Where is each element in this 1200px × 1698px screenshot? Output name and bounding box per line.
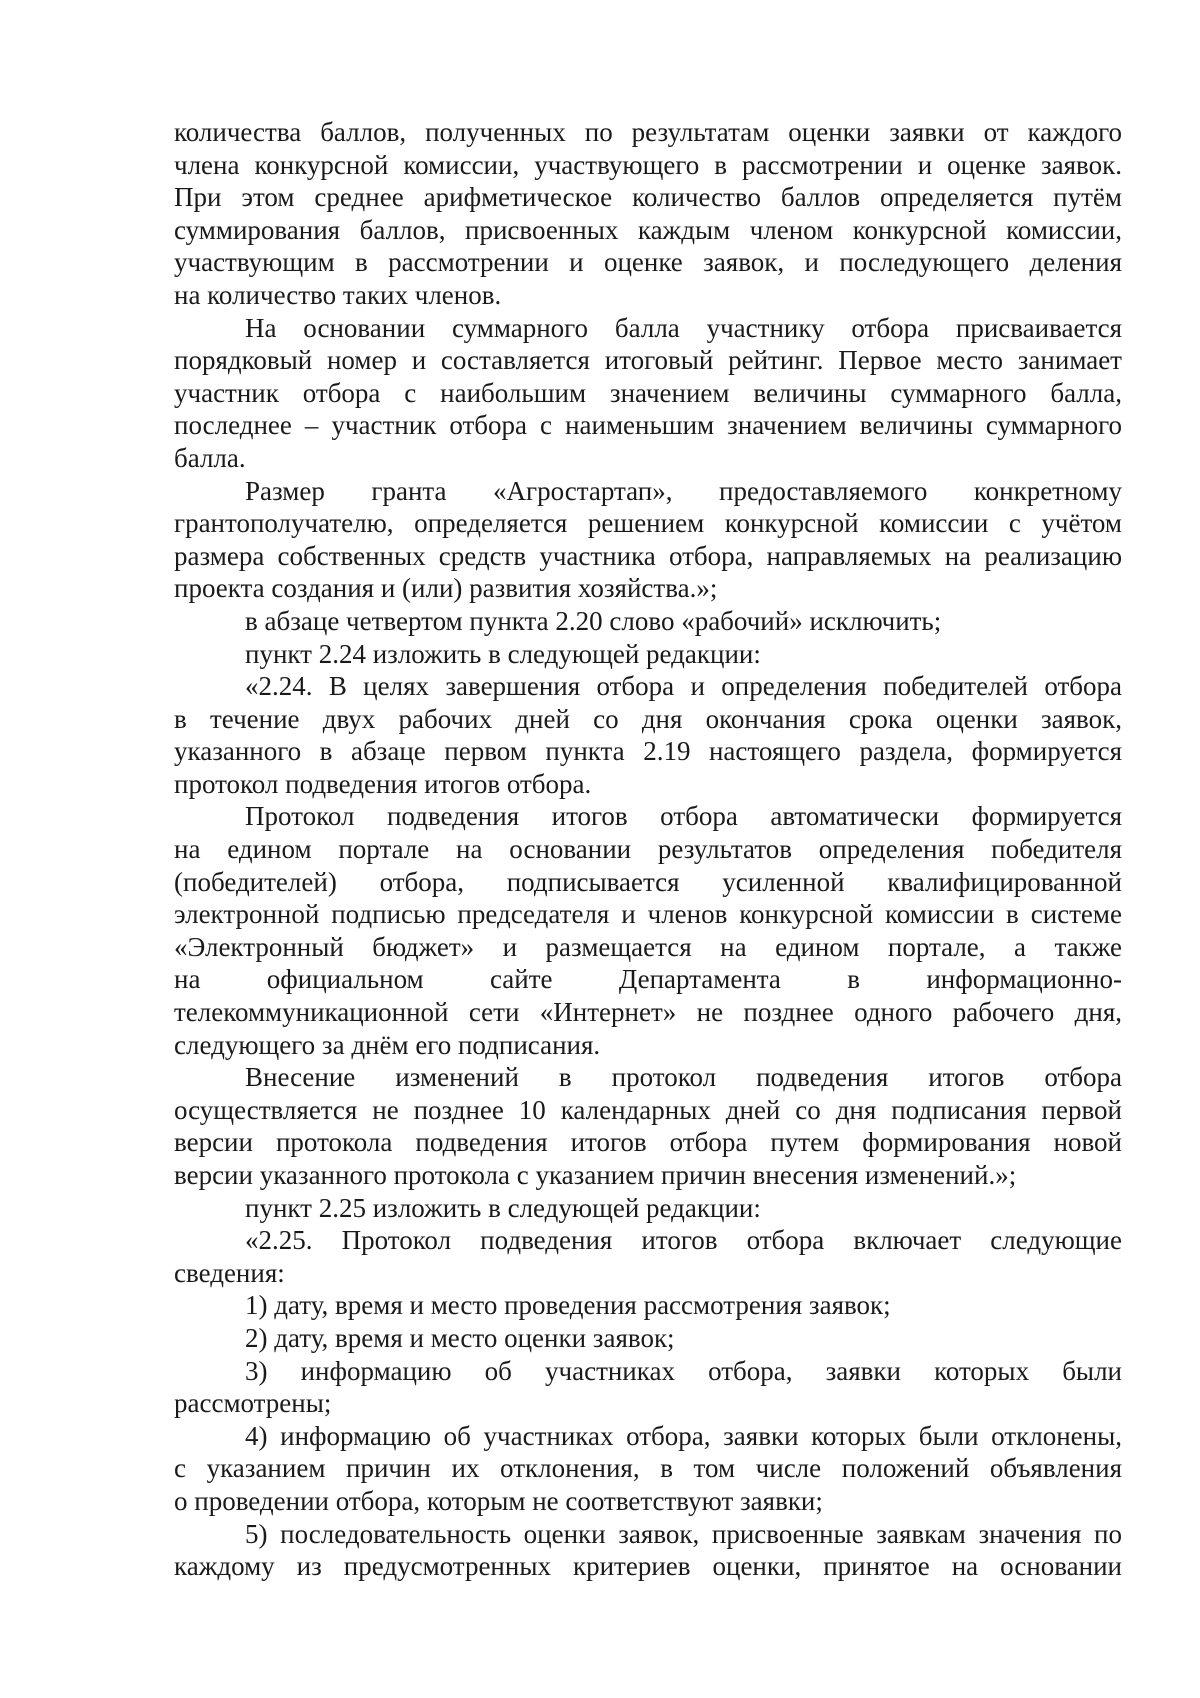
text-line: суммирования баллов, присвоенных каждым членом конкурсной комиссии, [174, 214, 1122, 245]
text-line: Внесение изменений в протокол подведения итогов отбора [245, 1062, 1122, 1093]
text-line: 1) дату, время и место проведения рассмотрения заявок; [245, 1290, 891, 1321]
text-line: участник отбора с наибольшим значением величины суммарного балла, [174, 377, 1122, 408]
text-line: на количество таких членов. [174, 279, 502, 310]
text-line: на едином портале на основании результатов определения победителя [174, 834, 1122, 865]
text-line: Протокол подведения итогов отбора автоматически формируется [245, 801, 1122, 832]
text-line: проекта создания и (или) развития хозяйства.»; [174, 573, 718, 604]
text-line: сведения: [174, 1257, 285, 1288]
text-line: участвующим в рассмотрении и оценке заявок, и последующего деления [174, 247, 1122, 278]
text-line: каждому из предусмотренных критериев оценки, принятое на основании [174, 1551, 1122, 1582]
text-line: с указанием причин их отклонения, в том числе положений объявления [174, 1453, 1122, 1484]
text-line: порядковый номер и составляется итоговый рейтинг. Первое место занимает [174, 345, 1122, 376]
text-line: члена конкурсной комиссии, участвующего в рассмотрении и оценке заявок. [174, 149, 1122, 180]
text-line: «2.24. В целях завершения отбора и определения победителей отбора [245, 671, 1122, 702]
text-line: пункт 2.25 изложить в следующей редакции: [245, 1192, 761, 1223]
text-line: телекоммуникационной сети «Интернет» не позднее одного рабочего дня, [174, 997, 1122, 1028]
text-line: На основании суммарного балла участнику отбора присваивается [245, 312, 1122, 343]
text-line: пункт 2.24 изложить в следующей редакции: [245, 638, 761, 669]
text-line: 2) дату, время и место оценки заявок; [245, 1322, 675, 1353]
text-line: рассмотрены; [174, 1388, 332, 1419]
text-line: количества баллов, полученных по результатам оценки заявки от каждого [174, 117, 1122, 147]
text-line: 5) последовательность оценки заявок, присвоенные заявкам значения по [245, 1518, 1122, 1549]
text-line: версии указанного протокола с указанием причин внесения изменений.»; [174, 1160, 1017, 1190]
text-line: в течение двух рабочих дней со дня окончания срока оценки заявок, [174, 703, 1122, 734]
text-line: (победителей) отбора, подписывается усиленной квалифицированной [174, 866, 1122, 897]
text-line: балла. [174, 442, 246, 473]
text-line: При этом среднее арифметическое количество баллов определяется путём [174, 182, 1122, 213]
text-line: грантополучателю, определяется решением конкурсной комиссии с учётом [174, 508, 1122, 539]
text-line: 3) информацию об участниках отбора, заявки которых были [245, 1355, 1122, 1386]
text-line: осуществляется не позднее 10 календарных дней со дня подписания первой [174, 1094, 1122, 1125]
document-body [174, 116, 1122, 1583]
text-line: на официальном сайте Департамента в информационно- [174, 964, 1122, 995]
text-line: 4) информацию об участниках отбора, заявки которых были отклонены, [245, 1420, 1122, 1451]
text-line: электронной подписью председателя и членов конкурсной комиссии в системе [174, 899, 1122, 930]
text-line: версии протокола подведения итогов отбора путем формирования новой [174, 1127, 1122, 1158]
text-line: о проведении отбора, которым не соответствуют заявки; [174, 1485, 823, 1516]
text-line: размера собственных средств участника отбора, направляемых на реализацию [174, 540, 1122, 571]
text-line: Размер гранта «Агростартап», предоставляемого конкретному [245, 475, 1122, 506]
text-line: в абзаце четвертом пункта 2.20 слово «рабочий» исключить; [245, 605, 942, 636]
text-line: «2.25. Протокол подведения итогов отбора включает следующие [245, 1225, 1122, 1256]
text-line: протокол подведения итогов отбора. [174, 768, 592, 799]
text-line: «Электронный бюджет» и размещается на едином портале, а также [174, 931, 1122, 962]
text-line: следующего за днём его подписания. [174, 1029, 601, 1060]
text-line: последнее – участник отбора с наименьшим значением величины суммарного [174, 410, 1122, 441]
text-line: указанного в абзаце первом пункта 2.19 настоящего раздела, формируется [174, 736, 1122, 767]
